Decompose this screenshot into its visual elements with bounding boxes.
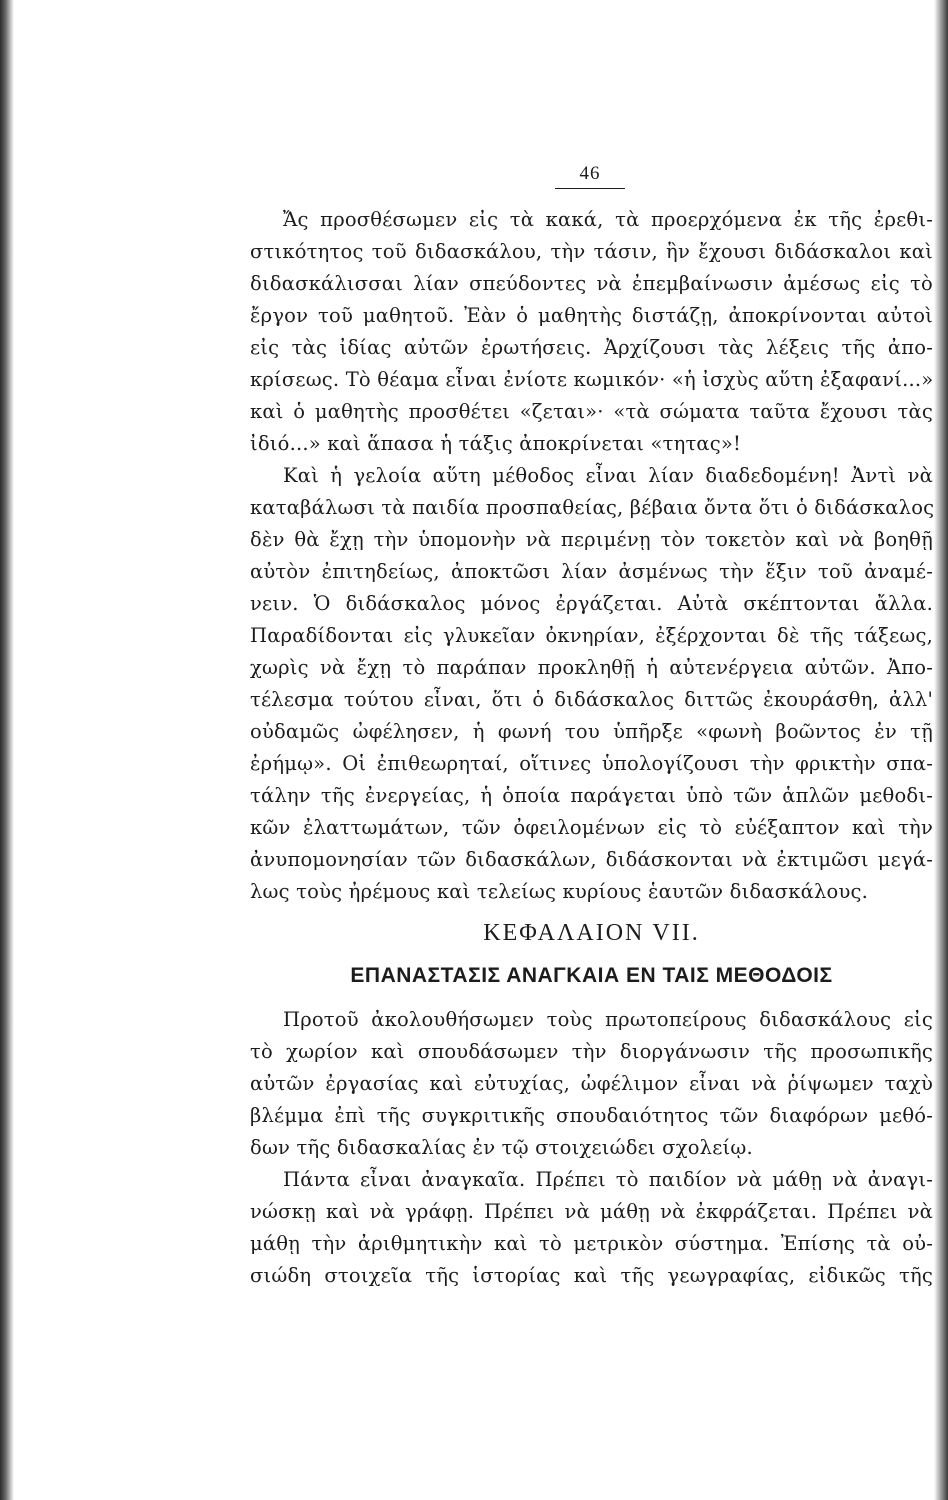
text-line: στικότητος τοῦ διδασκάλου, τὴν τάσιν, ἣν ἔχουσι διδάσκαλοι καὶ (250, 240, 933, 263)
page-number-rule (555, 188, 625, 189)
text-line: καταβάλωσι τὰ παιδία προσπαθείας, βέβαια ὄντα ὅτι ὁ διδάσκαλος (250, 496, 935, 519)
text-line: Καὶ ἡ γελοία αὕτη μέθοδος εἶναι λίαν διαδεδομένη! Ἀντὶ νὰ (283, 464, 933, 487)
text-line: ἀνυπομονησίαν τῶν διδασκάλων, διδάσκονται νὰ ἐκτιμῶσι μεγά- (250, 848, 933, 871)
text-line: εἰς τὰς ἰδίας αὐτῶν ἐρωτήσεις. Ἀρχίζουσι τὰς λέξεις τῆς ἀπο- (250, 336, 933, 359)
text-line: αὐτὸν ἐπιτηδείως, ἀποκτῶσι λίαν ἀσμένως τὴν ἕξιν τοῦ ἀναμέ- (250, 560, 933, 583)
text-line: κρίσεως. Τὸ θέαμα εἶναι ἐνίοτε κωμικόν· «ἡ ἰσχὺς αὕτη ἐξαφανί...» (250, 368, 934, 391)
text-line: Παραδίδονται εἰς γλυκεῖαν ὀκνηρίαν, ἐξέρχονται δὲ τῆς τάξεως, (250, 624, 933, 647)
text-line: νώσκῃ καὶ νὰ γράφῃ. Πρέπει νὰ μάθῃ νὰ ἐκφράζεται. Πρέπει νὰ (250, 1200, 933, 1223)
text-line: αὐτῶν ἐργασίας καὶ εὐτυχίας, ὠφέλιμον εἶναι νὰ ῥίψωμεν ταχὺ (250, 1072, 933, 1095)
page-edge-right (934, 0, 948, 1500)
text-line: οὐδαμῶς ὠφέλησεν, ἡ φωνή του ὑπῆρξε «φωνὴ βοῶντος ἐν τῇ (250, 720, 933, 743)
text-line: ἐρήμῳ». Οἱ ἐπιθεωρηταί, οἵτινες ὑπολογίζουσι τὴν φρικτὴν σπα- (250, 752, 933, 775)
text-line: λως τοὺς ἠρέμους καὶ τελείως κυρίους ἑαυτῶν διδασκάλους. (250, 880, 869, 903)
text-line: δων τῆς διδασκαλίας ἐν τῷ στοιχειώδει σχολείῳ. (250, 1136, 753, 1159)
text-line: βλέμμα ἐπὶ τῆς συγκριτικῆς σπουδαιότητος τῶν διαφόρων μεθό- (250, 1104, 933, 1127)
text-line: δὲν θὰ ἔχῃ τὴν ὑπομονὴν νὰ περιμένῃ τὸν τοκετὸν καὶ νὰ βοηθῇ (250, 528, 933, 551)
chapter-title: ΚΕΦΑΛΑΙΟΝ VII. (483, 920, 700, 946)
text-line: τέλεσμα τούτου εἶναι, ὅτι ὁ διδάσκαλος διττῶς ἐκουράσθη, ἀλλ' (250, 688, 933, 711)
text-line: τάλην τῆς ἐνεργείας, ἡ ὁποία παράγεται ὑπὸ τῶν ἁπλῶν μεθοδι- (250, 784, 933, 807)
page-number: 46 (579, 163, 601, 184)
text-line: Πάντα εἶναι ἀναγκαῖα. Πρέπει τὸ παιδίον νὰ μάθῃ νὰ ἀναγι- (283, 1168, 933, 1191)
chapter-heading: ΕΠΑΝΑΣΤΑΣΙΣ ΑΝΑΓΚΑΙΑ ΕΝ ΤΑΙΣ ΜΕΘΟΔΟΙΣ (350, 964, 833, 987)
page-edge-left (0, 0, 14, 1500)
text-line: τὸ χωρίον καὶ σπουδάσωμεν τὴν διοργάνωσιν τῆς προσωπικῆς (250, 1040, 933, 1063)
text-line: σιώδη στοιχεῖα τῆς ἱστορίας καὶ τῆς γεωγραφίας, εἰδικῶς τῆς (250, 1264, 933, 1287)
text-line: ἔργον τοῦ μαθητοῦ. Ἐὰν ὁ μαθητὴς διστάζῃ, ἀποκρίνονται αὐτοὶ (250, 304, 933, 327)
text-line: Ἄς προσθέσωμεν εἰς τὰ κακά, τὰ προερχόμενα ἐκ τῆς ἐρεθι- (283, 208, 933, 231)
text-line: ἰδιό...» καὶ ἅπασα ἡ τάξις ἀποκρίνεται «τητας»! (250, 432, 742, 455)
text-line: κῶν ἐλαττωμάτων, τῶν ὀφειλομένων εἰς τὸ εὐέξαπτον καὶ τὴν (250, 816, 933, 839)
text-line: νειν. Ὁ διδάσκαλος μόνος ἐργάζεται. Αὐτὰ σκέπτονται ἄλλα. (250, 592, 933, 615)
text-line: διδασκάλισσαι λίαν σπεύδοντες νὰ ἐπεμβαίνωσιν ἀμέσως εἰς τὸ (250, 272, 933, 295)
text-line: Προτοῦ ἀκολουθήσωμεν τοὺς πρωτοπείρους διδασκάλους εἰς (283, 1008, 933, 1031)
text-line: χωρὶς νὰ ἔχῃ τὸ παράπαν προκληθῇ ἡ αὐτενέργεια αὐτῶν. Ἀπο- (250, 656, 933, 679)
text-line: καὶ ὁ μαθητὴς προσθέτει «ζεται»· «τὰ σώματα ταῦτα ἔχουσι τὰς (250, 400, 933, 423)
text-line: μάθῃ τὴν ἀριθμητικὴν καὶ τὸ μετρικὸν σύστημα. Ἐπίσης τὰ οὐ- (250, 1232, 933, 1255)
